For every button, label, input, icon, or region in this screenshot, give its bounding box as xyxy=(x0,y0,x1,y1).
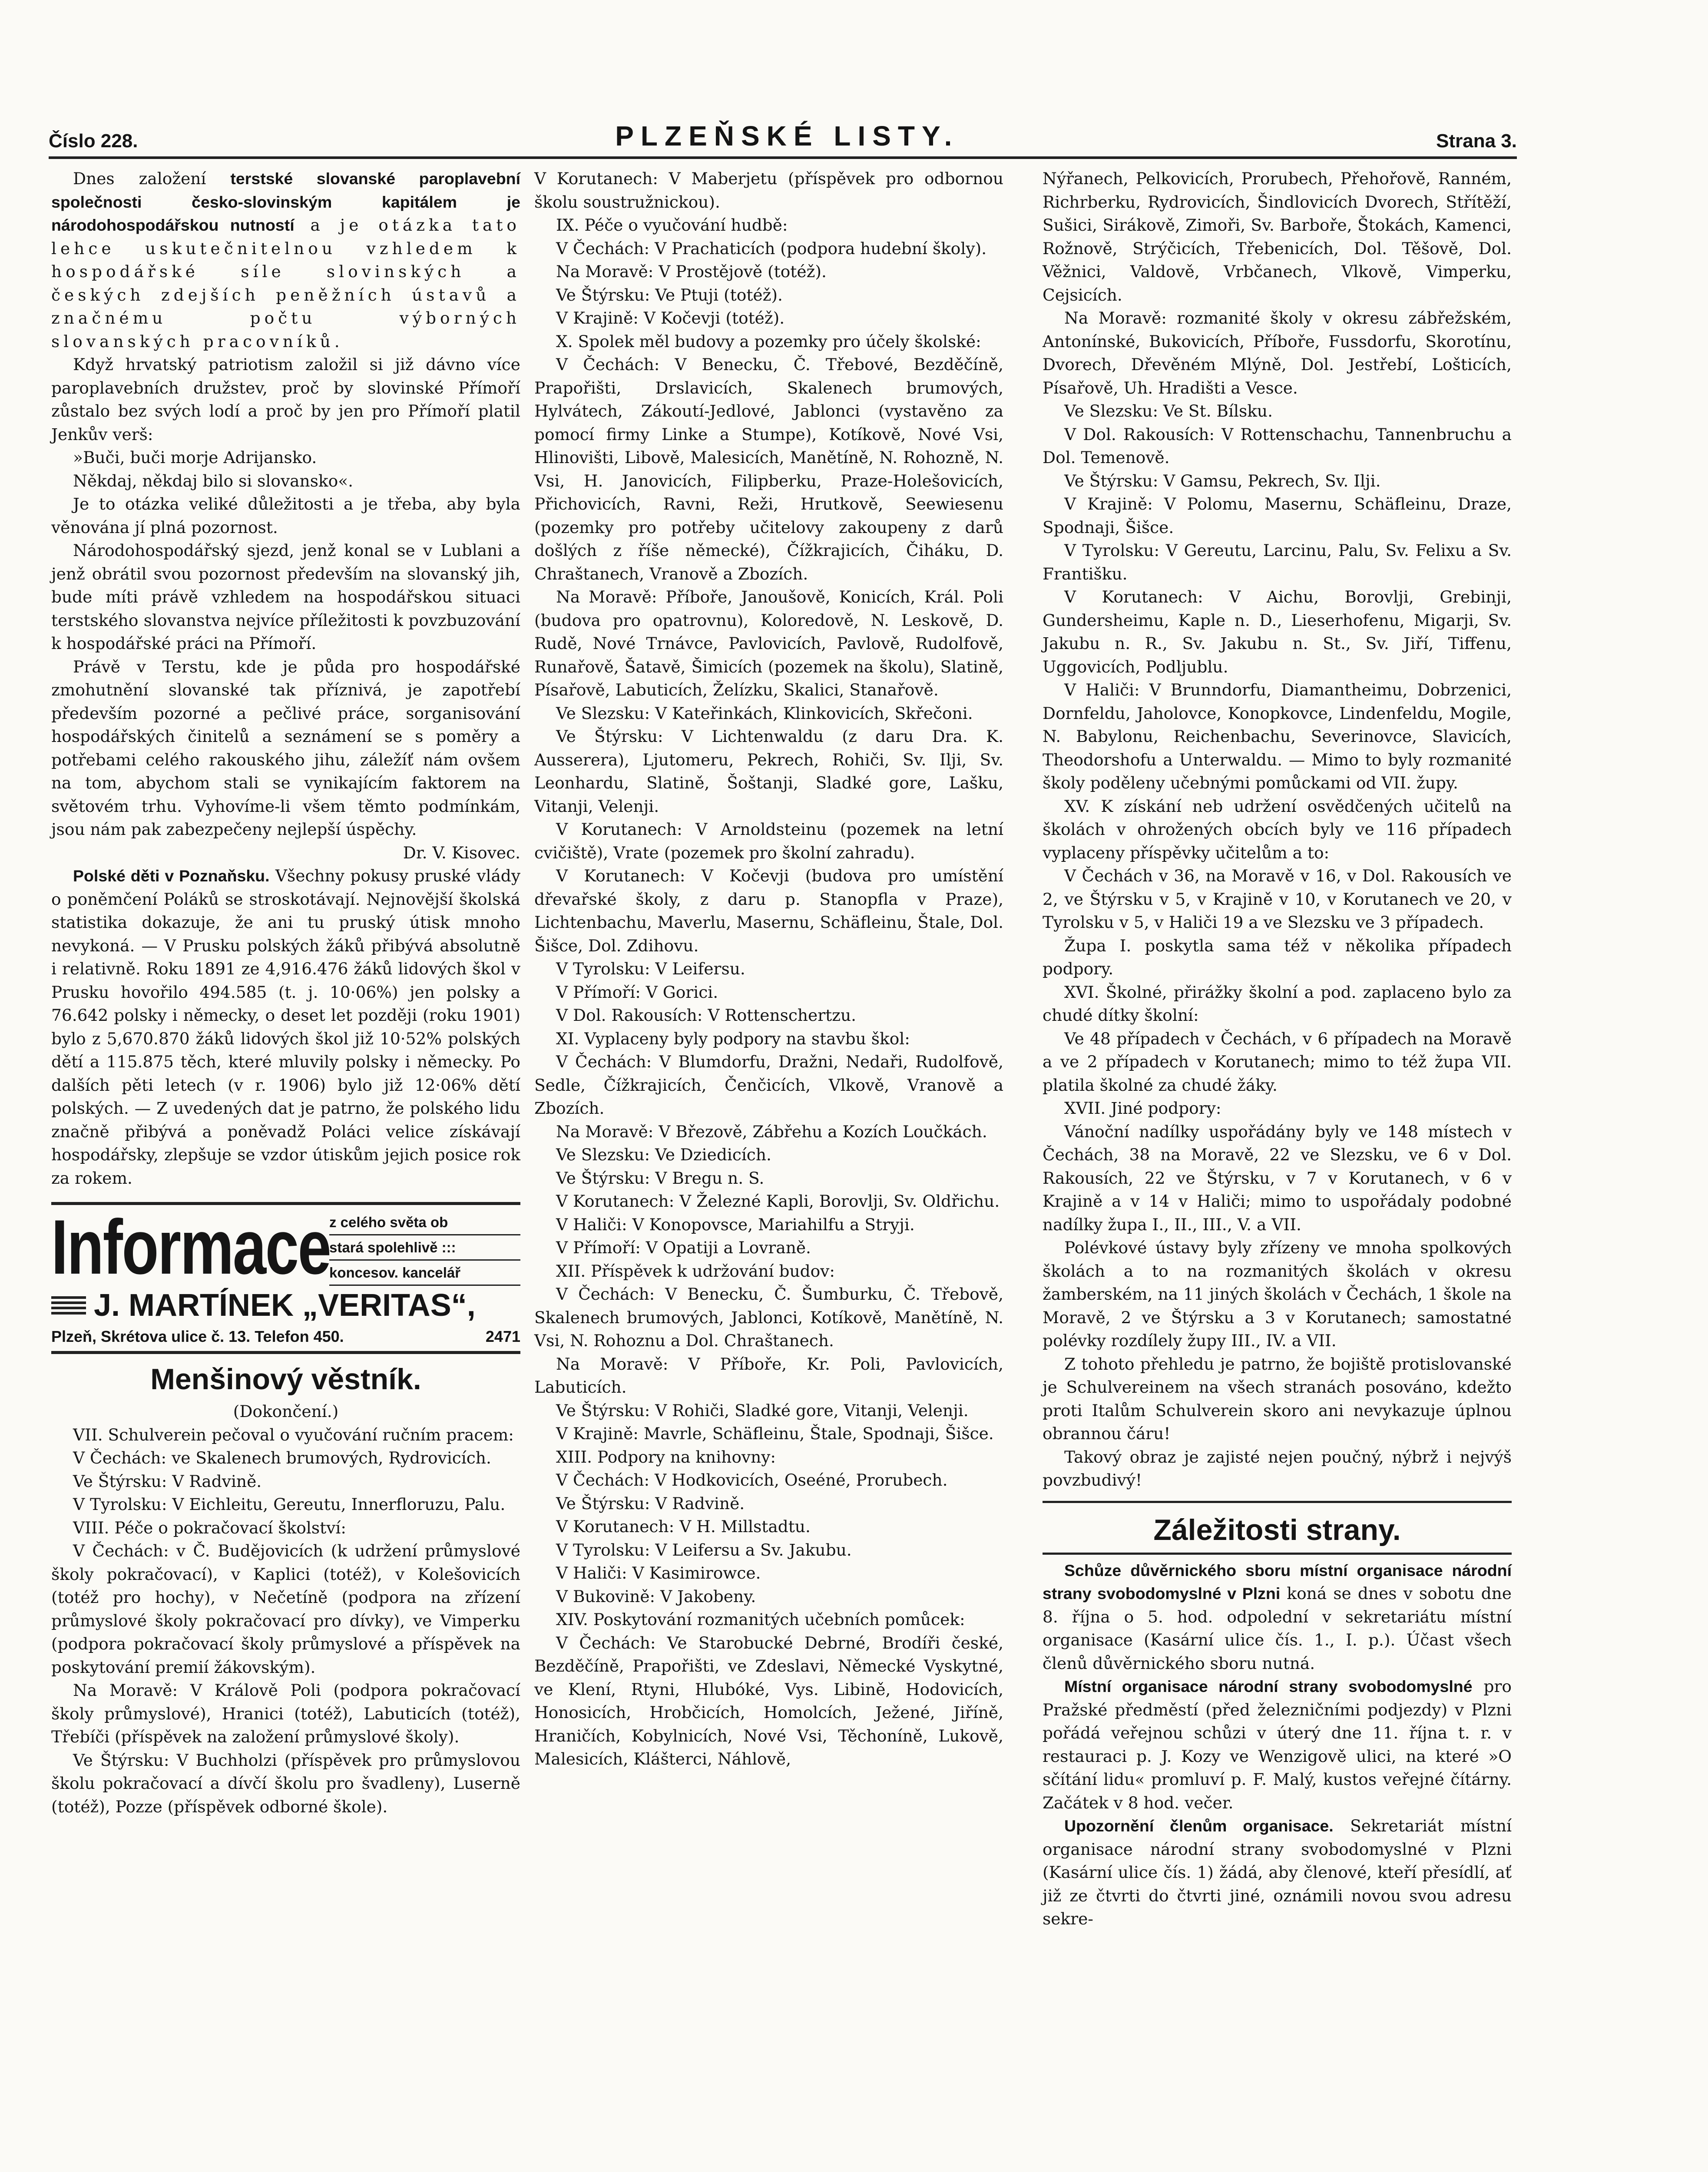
mensinovy-item: XV. K získání neb udržení osvědčených učitelů na školách v ohrožených obcích byly ve 116 případech vyplaceny příspěvky učitelům a to: xyxy=(1043,796,1512,862)
mensinovy-item: Takový obraz je zajisté nejen poučný, nýbrž i nejvýš povzbudivý! xyxy=(1043,1447,1512,1490)
mensinovy-item: Na Moravě: rozmanité školy v okresu zábřežském, Antonínské, Bukovicích, Příboře, Fussdorfu, Skorotínu, Dvorech, Dřevěném Mlýně, Dol. Jestřebí, Lošticích, Písařově, Uh. Hradišti a Vesce. xyxy=(1043,308,1512,397)
mensinovy-item: V Čechách: V Benecku, Č. Šumburku, Č. Třebově, Skalenech brumových, Jablonci, Kotíkově, Manětíně, N. Vsi, N. Rohoznu a Dol. Chraštanech. xyxy=(534,1285,1003,1350)
ad-side-text: z celého světa ob stará spolehlivě ::: koncesov. kancelář xyxy=(329,1210,520,1286)
mensinovy-item: Ve Štýrsku: V Radvině. xyxy=(556,1493,745,1513)
column-1 xyxy=(51,167,520,1818)
mensinovy-item: VII. Schulverein pečoval o vyučování ručním pracem: xyxy=(73,1425,514,1444)
mensinovy-item: XI. Vyplaceny byly podpory na stavbu škol: xyxy=(556,1029,910,1048)
article-paroplavba-p5: Právě v Terstu, kde je půda pro hospodářské zmohutnění slovanské tak příznivá, je zapotřebí především pozorné a pečlivé práce, sorganisování hospodářských činitelů a seznámení se s poměry a potřebami celého rakouského jihu, záležíť nám ovšem na tom, abychom stali se vynikajícím faktorem na světovém trhu. Vyhovíme-li všem těmto podmínkám, jsou nám pak zabezpečeny nejlepší úspěchy. xyxy=(51,657,520,839)
section-subtitle: (Dokončení.) xyxy=(233,1402,339,1421)
article-paroplavba-p4: Národohospodářský sjezd, jenž konal se v Lublani a jenž obrátil svou pozornost především na slovanský jih, bude míti právě vzhledem na hospodářskou situaci terstského slovanstva nejvíce příležitosti k povzbuzování k hospodářské práci na Přímoří. xyxy=(51,541,520,653)
article-paroplavba-p3: Je to otázka veliké důležitosti a je třeba, aby byla věnována jí plná pozornost. xyxy=(51,494,520,537)
mensinovy-item: V Dol. Rakousích: V Rottenschertzu. xyxy=(556,1006,857,1025)
mensinovy-item: Vánoční nadílky uspořádány byly ve 148 místech v Čechách, 38 na Moravě, 22 ve Slezsku, ve 6 v Dol. Rakousích, 22 ve Štýrsku, v 7 v Korutanech, v 6 v Krajině a v 14 v Haliči; mimo to uspořádaly podobné nadílky župa I., II., III., V. a VII. xyxy=(1043,1122,1512,1234)
ad-company-name: J. MARTÍNEK „VERITAS“, xyxy=(51,1286,520,1325)
article-polske-deti: Polské děti v Poznaňsku. Všechny pokusy pruské vlády o poněmčení Poláků se stroskotávají. Nejnovější školská statistika dokazuje, že ani tu pruský útisk mnoho nevykoná. — V Prusku polských žáků přibývá absolutně i relativně. Roku 1891 ze 4,916.476 žáků lidových škol v Prusku hovořilo 494.585 (t. j. 10·06%) jen polsky a 76.642 polsky i německy, o deset let později (roku 1901) bylo z 5,670.870 žáků lidových škol již 10·52% polských dětí a 115.875 těch, které mluvily polsky i německy. Po dalších pěti letech (v r. 1906) bylo již 12·06% dětí polských. — Z uvedených dat je patrno, že polského lidu značně přibývá a poněvadž Poláci velice získávají hospodářsky, zlepšuje se vzdor útiskům jejich posice rok za rokem. xyxy=(51,866,520,1188)
ad-address: Plzeň, Skrétova ulice č. 13. Telefon 450. 2471 xyxy=(51,1325,520,1354)
mensinovy-item: V Haliči: V Brunndorfu, Diamantheimu, Dobrzenici, Dornfeldu, Jaholovce, Konopkovce, Lindenfeldu, Mogile, N. Babylonu, Reichenbachu, Severinovce, Slavicích, Theodorshofu a Unterwaldu. — Mimo to byly rozmanité školy poděleny učebnými pomůckami od VII. župy. xyxy=(1043,680,1512,792)
page-header xyxy=(49,104,1517,159)
mensinovy-item: VIII. Péče o pokračovací školství: xyxy=(73,1518,347,1537)
mensinovy-item: V Tyrolsku: V Gereutu, Larcinu, Palu, Sv. Felixu a Sv. Františku. xyxy=(1043,541,1512,583)
mensinovy-item: Ve Slezsku: Ve Dziedicích. xyxy=(556,1145,771,1164)
article-polske-deti-heading: Polské děti v Poznaňsku. xyxy=(73,867,270,885)
mensinovy-item: V Přímoří: V Gorici. xyxy=(556,982,718,1002)
mensinovy-item: V Čechách: V Blumdorfu, Dražni, Nedaři, Rudolfově, Sedle, Čížkrajicích, Čenčicích, Vlkově, Vranově a Zbozích. xyxy=(534,1052,1003,1118)
mensinovy-item: Ve Štýrsku: Ve Ptuji (totéž). xyxy=(556,285,783,305)
party-notice: Místní organisace národní strany svobodomyslné pro Pražské předměstí (před železničními podjezdy) v Plzni pořádá veřejnou schůzi v úterý dne 11. října t. r. v restauraci p. J. Kozy ve Wenzigově ulici, na které »O sčítání lidu« promluví p. F. Malý, kustos veřejné čítárny. Začátek v 8 hod. večer. xyxy=(1043,1677,1512,1812)
mensinovy-item: Na Moravě: V Březově, Zábřehu a Kozích Loučkách. xyxy=(556,1122,987,1141)
mensinovy-item: V Korutanech: V Železné Kapli, Borovlji, Sv. Oldřichu. xyxy=(556,1192,1000,1211)
verse-line-1: »Buči, buči morje Adrijansko. xyxy=(73,448,317,467)
mensinovy-item: Z tohoto přehledu je patrno, že bojiště protislovanské je Schulvereinem na všech stranách posováno, kdežto proti Italům Schulverein skoro ani nevykazuje úplnou obrannou čáru! xyxy=(1043,1354,1512,1443)
column-2 xyxy=(534,167,1003,1771)
mensinovy-item: X. Spolek měl budovy a pozemky pro účely školské: xyxy=(556,331,981,351)
mensinovy-item: V Tyrolsku: V Eichleitu, Gereutu, Innerfloruzu, Palu. xyxy=(73,1495,506,1514)
party-notice: Upozornění členům organisace. Sekretariát místní organisace národní strany svobodomyslné v Plzni (Kasární ulice čís. 1) žádá, aby členové, kteří přesídlí, ať již ze čtvrti do čtvrti jiné, oznámili novou svou adresu sekre- xyxy=(1043,1816,1512,1928)
mensinovy-item: Ve Slezsku: V Kateřinkách, Klinkovicích, Skřečoni. xyxy=(556,703,973,723)
mensinovy-item: V Čechách v 36, na Moravě v 16, v Dol. Rakousích ve 2, ve Štýrsku v 5, v Krajině v 10, v Korutanech ve 20, v Tyrolsku v 5, v Haliči 19 a ve Slezsku ve 3 případech. xyxy=(1043,866,1512,932)
mensinovy-item: V Korutanech: V Arnoldsteinu (pozemek na letní cvičiště), Vrate (pozemek pro školní zahradu). xyxy=(534,820,1003,862)
mensinovy-item: V Korutanech: V Aichu, Borovlji, Grebinji, Gundersheimu, Kaple n. D., Lieserhofenu, Migarji, Sv. Jakubu n. R., Sv. Jakubu n. St., Sv. Jiří, Tiffenu, Uggovicích, Podljublu. xyxy=(1043,587,1512,676)
section-divider xyxy=(1043,1553,1512,1555)
mensinovy-item: XIII. Podpory na knihovny: xyxy=(556,1447,776,1467)
section-title-mensinovy-vestnik: Menšinový věstník. xyxy=(150,1363,421,1396)
mensinovy-item: V Čechách: v Č. Budějovicích (k udržení průmyslové školy pokračovací), v Kaplici (totéž), v Kolešovicích (totéž pro hochy), v Nečetíně (podpora na zřízení průmyslové školy pokračovací pro dívky), ve Vimperku (podpora pokračovací školy průmyslové a příspěvek na poskytování premií žákovským). xyxy=(51,1541,520,1677)
mensinovy-item: XVI. Školné, přirážky školní a pod. zaplaceno bylo za chudé dítky školní: xyxy=(1043,982,1512,1025)
mensinovy-item: XVII. Jiné podpory: xyxy=(1064,1099,1221,1118)
mensinovy-item: Ve Štýrsku: V Lichtenwaldu (z daru Dra. K. Ausserera), Ljutomeru, Pekrech, Rohiči, Sv. Ilji, Sv. Leonhardu, Slatině, Šoštanji, Sladké gore, Lašku, Vitanji, Velenji. xyxy=(534,727,1003,816)
mensinovy-item: Polévkové ústavy byly zřízeny ve mnoha spolkových školách a to na rozmanitých školách v okresu žamberském, na 11 jiných školách v Čechách, 1 škole na Moravě, 2 ve Štýrsku a 3 v Korutanech; samostatné polévky rozdílely župy III., IV. a VII. xyxy=(1043,1238,1512,1350)
page-number: Strana 3. xyxy=(1436,130,1517,152)
mensinovy-item: V Tyrolsku: V Leifersu. xyxy=(556,959,745,978)
verse-line-2: Někdaj, někdaj bilo si slovansko«. xyxy=(73,471,354,490)
mensinovy-item: IX. Péče o vyučování hudbě: xyxy=(556,215,788,235)
mensinovy-item: Na Moravě: V Prostějově (totéž). xyxy=(556,262,827,281)
advertisement-informace xyxy=(51,1202,520,1290)
masthead-title: PLZEŇSKÉ LISTY. xyxy=(615,120,959,152)
mensinovy-item: Ve Štýrsku: V Buchholzi (příspěvek pro průmyslovou školu pokračovací a dívčí školu pro švadleny), Luserně (totéž), Pozze (příspěvek odborné škole). xyxy=(51,1750,520,1816)
mensinovy-item: V Haliči: V Konopovsce, Mariahilfu a Stryji. xyxy=(556,1215,915,1234)
section-title-zalezitosti-strany: Záležitosti strany. xyxy=(1153,1513,1401,1546)
mensinovy-item: V Krajině: V Polomu, Masernu, Schäfleinu, Draze, Spodnaji, Šišce. xyxy=(1043,494,1512,537)
mensinovy-item: V Bukovině: V Jakobeny. xyxy=(556,1586,756,1606)
mensinovy-item: Ve Slezsku: Ve St. Bílsku. xyxy=(1064,401,1273,420)
mensinovy-item: Ve Štýrsku: V Gamsu, Pekrech, Sv. Ilji. xyxy=(1064,471,1381,490)
mensinovy-item: V Haliči: V Kasimirowce. xyxy=(556,1563,761,1583)
mensinovy-item: Ve 48 případech v Čechách, v 6 případech na Moravě a ve 2 případech v Korutanech; mimo to též župa VII. platila školné za chudé žáky. xyxy=(1043,1029,1512,1095)
mensinovy-item: V Korutanech: V H. Millstadtu. xyxy=(556,1517,811,1536)
column-3 xyxy=(1043,167,1512,1931)
ad-bars-ornament xyxy=(51,1296,86,1314)
mensinovy-item: V Čechách: V Prachaticích (podpora hudební školy). xyxy=(556,238,987,258)
mensinovy-item: Župa I. poskytla sama též v několika případech podpory. xyxy=(1043,936,1512,978)
party-notice: Schůze důvěrnického sboru místní organisace národní strany svobodomyslné v Plzni koná se dnes v sobotu dne 8. října o 5. hod. odpolední v sekretariátu místní organisace (Kasární ulice čís. 1., I. p.). Účast všech členů důvěrnického sboru nutná. xyxy=(1043,1561,1512,1673)
mensinovy-item: Na Moravě: Příboře, Janoušově, Konicích, Král. Poli (budova pro opatrovnu), Koloredově, N. Leskově, D. Rudě, Nové Trnávce, Pavlovicích, Pavlově, Rudolfově, Runařově, Šatavě, Šimicích (pozemek na školu), Slatině, Písařově, Labuticích, Želízku, Skalici, Stanařově. xyxy=(534,587,1003,699)
mensinovy-item: Ve Štýrsku: V Radvině. xyxy=(73,1471,262,1491)
mensinovy-item: XII. Příspěvek k udržování budov: xyxy=(556,1261,835,1281)
mensinovy-item: V Krajině: V Kočevji (totéž). xyxy=(556,308,785,328)
mensinovy-item: Na Moravě: V Králově Poli (podpora pokračovací školy průmyslové), Hranici (totéž), Labuticích (totéž), Třebíči (příspěvek na založení průmyslové školy). xyxy=(51,1681,520,1746)
mensinovy-item: V Čechách: V Hodkovicích, Oseéné, Prorubech. xyxy=(556,1470,948,1490)
article-signature: Dr. V. Kisovec. xyxy=(403,843,520,862)
ad-headline: Informace xyxy=(51,1204,331,1290)
mensinovy-item: V Krajině: Mavrle, Schäfleinu, Štale, Spodnaji, Šišce. xyxy=(556,1424,994,1443)
mensinovy-item: Ve Štýrsku: V Bregu n. S. xyxy=(556,1168,765,1188)
mensinovy-item: Nýřanech, Pelkovicích, Prorubech, Přehořově, Ranném, Richrberku, Rydrovicích, Šindlovicích Dvorech, Střítěží, Sušici, Sirákově, Zimoři, Sv. Barboře, Štokách, Kamenci, Rožnově, Strýčicích, Třebenicích, Dol. Těšově, Dol. Věžnici, Valdově, Vrbčanech, Vlkově, Vimperku, Cejsicích. xyxy=(1043,169,1512,305)
mensinovy-item: V Čechách: ve Skalenech brumových, Rydrovicích. xyxy=(73,1448,491,1467)
mensinovy-item: Ve Štýrsku: V Rohiči, Sladké gore, Vitanji, Velenji. xyxy=(556,1401,969,1420)
mensinovy-item: V Korutanech: V Maberjetu (příspěvek pro odbornou školu soustružnickou). xyxy=(534,169,1003,212)
section-divider xyxy=(1043,1501,1512,1503)
mensinovy-item: XIV. Poskytování rozmanitých učebních pomůcek: xyxy=(556,1610,965,1629)
mensinovy-item: V Dol. Rakousích: V Rottenschachu, Tannenbruchu a Dol. Temenově. xyxy=(1043,424,1512,467)
article-paroplavba-p2: Když hrvatský patriotism založil si již dávno více paroplavebních družstev, proč by slovinské Přímoří zůstalo bez svých lodí a proč by jen pro Přímoří platil Jenkův verš: xyxy=(51,355,520,444)
issue-number: Číslo 228. xyxy=(49,130,138,152)
mensinovy-item: V Čechách: Ve Starobucké Debrné, Brodíři české, Bezděčíně, Prapořišti, ve Zdeslavi, Německé Vyskytné, ve Klení, Rtyni, Hlubóké, Vys. Libině, Hodovicích, Honosicích, Hrobčicích, Homolcích, Ježené, Jiříně, Hraničích, Kobylnicích, Nové Vsi, Těchoníně, Lukově, Malesicích, Klášterci, Náhlově, xyxy=(534,1633,1003,1768)
mensinovy-item: V Čechách: V Benecku, Č. Třebové, Bezděčíně, Prapořišti, Drslavicích, Skalenech brumových, Hylvátech, Zákoutí-Jedlové, Jablonci (vystavěno za pomocí firmy Linke a Stumpe), Kotíkově, Nové Vsi, Hlinovišti, Libově, Malesicích, Manětíně, N. Rohozně, N. Vsi, H. Janovicích, Filipberku, Praze-Holešovicích, Přichovicích, Ravni, Reži, Hrutkově, Seewiesenu (pozemky pro potřeby učitelovy zakoupeny z darů došlých z říše německé), Čížkrajicích, Čiháku, D. Chraštanech, Vranově a Zbozích. xyxy=(534,355,1003,583)
mensinovy-item: V Tyrolsku: V Leifersu a Sv. Jakubu. xyxy=(556,1540,852,1559)
mensinovy-item: Na Moravě: V Příboře, Kr. Poli, Pavlovicích, Labuticích. xyxy=(534,1354,1003,1397)
mensinovy-item: V Korutanech: V Kočevji (budova pro umístění dřevařské školy, z daru p. Stanopfla v Praze), Lichtenbachu, Maverlu, Masernu, Schäfleinu, Štale, Dol. Šišce, Dol. Zdihovu. xyxy=(534,866,1003,955)
mensinovy-item: V Přímoří: V Opatiji a Lovraně. xyxy=(556,1238,811,1257)
article-paroplavba-p1: Dnes založení terstské slovanské paroplavební společnosti česko-slovinským kapitálem je národohospodářskou nutností a je otázka tato lehce uskutečnitelnou vzhledem k hospodářské síle slovinských a českých zdejších peněžních ústavů a značnému počtu výborných slovanských pracovníků. xyxy=(51,169,521,351)
